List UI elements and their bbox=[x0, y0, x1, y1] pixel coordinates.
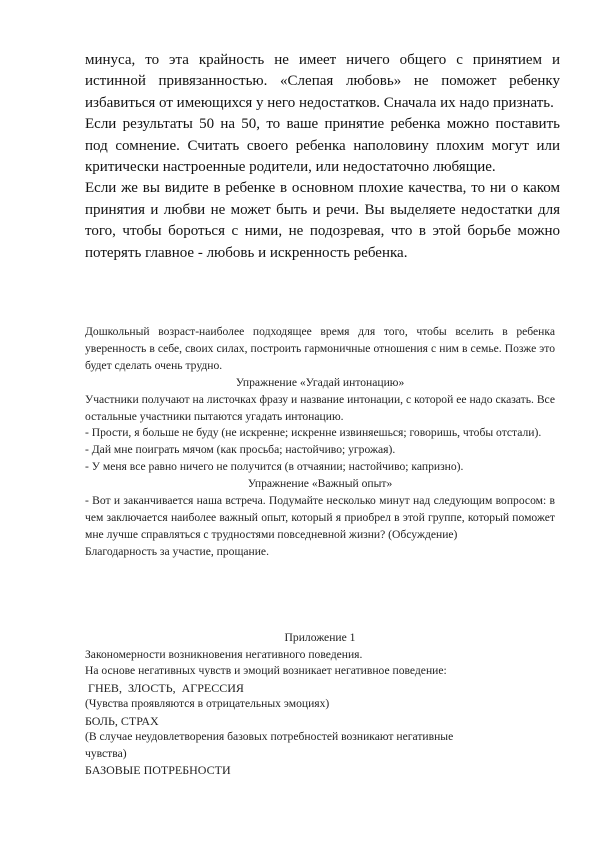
intro-paragraph: Дошкольный возраст-наиболее подходящее время для того, чтобы вселить в ребенка уверенность в себе, своих силах, построить гармоничные отношения с ним в семье. Позже это будет сделать очень трудно. bbox=[85, 325, 555, 372]
phrase-3: - У меня все равно ничего не получится (в отчаянии; настойчиво; капризно). bbox=[85, 460, 464, 474]
main-text-section bbox=[85, 50, 560, 264]
thanks-line: Благодарность за участие, прощание. bbox=[85, 544, 269, 558]
phrase-2: - Дай мне поиграть мячом (как просьба; настойчиво; угрожая). bbox=[85, 443, 396, 457]
needs-line: БАЗОВЫЕ ПОТРЕБНОСТИ bbox=[85, 763, 231, 777]
pain-line: БОЛЬ, СТРАХ bbox=[85, 713, 159, 728]
anger-note: (Чувства проявляются в отрицательных эмоциях) bbox=[85, 697, 330, 710]
appendix-title: Приложение 1 bbox=[284, 631, 356, 644]
exercise-1-text: Участники получают на листочках фразу и название интонации, с которой ее надо сказать. Все остальные участники пытаются угадать интонацию. bbox=[85, 392, 555, 423]
phrase-1: - Прости, я больше не буду (не искренне; искренне извиняешься; говоришь, чтобы отстали). bbox=[85, 426, 542, 440]
appendix-line-2: На основе негативных чувств и эмоций возникает негативное поведение: bbox=[85, 664, 447, 677]
exercises-section bbox=[85, 324, 555, 561]
paragraph-2: Если результаты 50 на 50, то ваше принятие ребенка можно поставить под сомнение. Считать своего ребенка наполовину плохим могут или критически настроенные родители, или недостаточно любящие. bbox=[85, 116, 560, 176]
anger-line: ГНЕВ, ЗЛОСТЬ, АГРЕССИЯ bbox=[85, 680, 244, 695]
exercise-1-title: Упражнение «Угадай интонацию» bbox=[235, 375, 405, 389]
exercise-2-title: Упражнение «Важный опыт» bbox=[247, 477, 393, 491]
appendix-line-1: Закономерности возникновения негативного поведения. bbox=[85, 647, 363, 661]
appendix-section bbox=[85, 630, 555, 779]
pain-note: (В случае неудовлетворения базовых потребностей возникают негативные чувства) bbox=[85, 730, 454, 760]
paragraph-1: минуса, то эта крайность не имеет ничего общего с принятием и истинной привязанностью. «Слепая любовь» не поможет ребенку избавиться от имеющихся у него недостатков. Сначала их надо признать. bbox=[85, 52, 560, 111]
exercise-2-text: - Вот и заканчивается наша встреча. Подумайте несколько минут над следующим вопросом: в чем заключается наиболее важный опыт, который я приобрел в этой группе, который поможет мне лучше справляться с трудностями повседневной жизни? (Обсуждение) bbox=[85, 494, 555, 541]
paragraph-3: Если же вы видите в ребенке в основном плохие качества, то ни о каком принятия и любви не может быть и речи. Вы выделяете недостатки для того, чтобы бороться с ними, не подозревая, что в этой борьбе можно потерять главное - любовь и искренность ребенка. bbox=[85, 180, 560, 261]
